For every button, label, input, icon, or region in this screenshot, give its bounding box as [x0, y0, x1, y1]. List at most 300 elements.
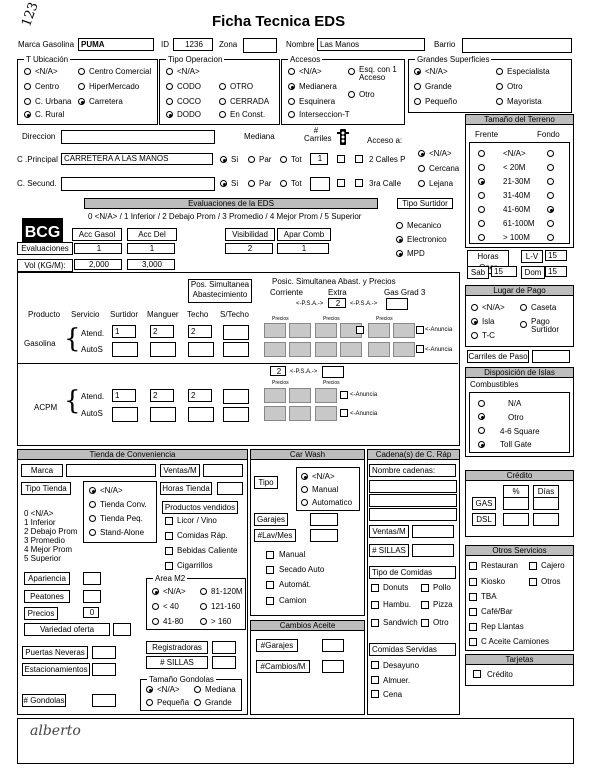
credito-pct-label: % [503, 485, 529, 498]
ubic-hiper-radio[interactable] [78, 83, 85, 90]
area-na-radio[interactable] [152, 588, 159, 595]
aceite-garajes-field[interactable] [322, 639, 344, 652]
eval-acc-del-field[interactable]: 1 [127, 243, 175, 254]
frente-r1[interactable] [478, 164, 485, 171]
gas-grad3-label: Gas Grad 3 [384, 288, 426, 297]
carwash-title: Car Wash [250, 449, 365, 460]
carriles-paso-field[interactable] [532, 350, 570, 363]
ubic-centro-radio[interactable] [24, 83, 31, 90]
cadena-sillas-label: # SILLAS [369, 544, 409, 557]
acpm-atend-manguer[interactable]: 2 [150, 389, 174, 402]
pago-isla-radio[interactable] [471, 318, 478, 325]
terreno-row-1: < 20M [503, 163, 526, 172]
credito-gas-dias[interactable] [533, 497, 559, 510]
marca-label: Marca Gasolina [18, 40, 75, 49]
acpm-autos-price-1[interactable] [264, 406, 286, 421]
cs-check-1[interactable] [337, 179, 345, 187]
gas-autos-surtidor[interactable] [112, 342, 138, 357]
acpm-atend-anuncia: <-Anuncia [350, 392, 378, 398]
sup-na-radio[interactable] [414, 68, 421, 75]
com-pizza-check[interactable] [421, 601, 429, 609]
acc-gasol-button[interactable]: Acc Gasol [72, 228, 122, 241]
area-81-radio[interactable] [200, 588, 207, 595]
acpm-autos-price-3[interactable] [315, 406, 337, 421]
otros-kiosko-label: Kiosko [481, 577, 506, 586]
sup-grande-radio[interactable] [414, 83, 421, 90]
apariencia-field[interactable] [83, 572, 101, 585]
cp-check-1[interactable] [337, 155, 345, 163]
otros-cafe-check[interactable] [469, 608, 477, 616]
terreno-row-2: 21-30M [503, 177, 531, 186]
gasolina-label: Gasolina [24, 339, 56, 348]
acc-na-radio[interactable] [288, 68, 295, 75]
credito-dsl-pct[interactable] [503, 513, 529, 526]
op-coco-radio[interactable] [166, 98, 173, 105]
fondo-r6[interactable] [547, 234, 554, 241]
com-donuts-check[interactable] [371, 584, 379, 592]
op-cerrada-label: CERRADA [230, 97, 270, 106]
ubic-cc-label: Centro Comercial [89, 67, 152, 76]
gond-mediana-radio[interactable] [194, 686, 201, 693]
sup-mayorista-radio[interactable] [496, 98, 503, 105]
pago-caseta-radio[interactable] [520, 304, 527, 311]
puertas-neveras-field[interactable] [92, 646, 116, 659]
cp-si-label: Si [231, 155, 239, 164]
vol-label: Vol (KG/M): [17, 259, 73, 272]
cp-tot-radio[interactable] [280, 156, 287, 163]
otros-kiosko-check[interactable] [469, 578, 477, 586]
gondolas-label: # Gondolas [23, 696, 65, 705]
frente-r5[interactable] [478, 220, 485, 227]
acc-esq1-radio[interactable] [348, 68, 355, 75]
frente-r4[interactable] [478, 206, 485, 213]
cadena-sillas-field[interactable] [412, 544, 454, 557]
op-na-radio[interactable] [166, 68, 173, 75]
credito-gas-pct[interactable] [503, 497, 529, 510]
cw-manual-radio[interactable] [301, 486, 308, 493]
acc-na-label: <N/A> [299, 67, 322, 76]
productos-vendidos-label: Productos vendidos [162, 501, 238, 514]
cw-garajes-field[interactable] [310, 513, 338, 526]
gas-atend-check-a[interactable] [356, 326, 364, 334]
ubic-na-label: <N/A> [35, 67, 58, 76]
ubic-carretera-radio[interactable] [78, 98, 85, 105]
vol-field-1[interactable]: 2,000 [74, 259, 122, 270]
lv-field[interactable]: 15 [545, 250, 567, 261]
gas-atend-price-3[interactable] [315, 323, 337, 338]
surtidor-header: Surtidor [110, 310, 139, 319]
gas-atend-price-1[interactable] [264, 323, 286, 338]
acc-a-lejana-radio[interactable] [418, 180, 425, 187]
horas-tienda-label: Horas Tienda [160, 482, 212, 495]
otros-aceite-check[interactable] [469, 638, 477, 646]
prod-bebidas-label: Bebidas Caliente [177, 546, 238, 555]
acpm-autos-manguer[interactable] [150, 407, 176, 422]
islas-na-radio[interactable] [478, 400, 485, 407]
otros-llantas-check[interactable] [469, 623, 477, 631]
gond-grande-radio[interactable] [194, 699, 201, 706]
frente-r3[interactable] [478, 192, 485, 199]
eval-acc-gasol-field[interactable]: 1 [74, 243, 122, 254]
eval-visibilidad-field[interactable]: 2 [225, 243, 273, 254]
otros-cajero-check[interactable] [529, 562, 537, 570]
acpm-autos-surtidor[interactable] [112, 407, 138, 422]
gas-autos-price-1[interactable] [264, 342, 286, 357]
vol-field-2[interactable]: 3,000 [127, 259, 175, 270]
acpm-autos-price-2[interactable] [289, 406, 311, 421]
apar-comb-button[interactable]: Apar Comb [277, 228, 331, 241]
com-sandwich-check[interactable] [371, 619, 379, 627]
op-otro-radio[interactable] [219, 83, 226, 90]
acpm-precios-1: Precios [272, 380, 289, 386]
dom-field[interactable]: 15 [545, 266, 567, 277]
serv-cena-check[interactable] [371, 690, 379, 698]
prod-bebidas-check[interactable] [165, 547, 173, 555]
cp-si-radio[interactable] [220, 156, 227, 163]
ubic-rural-radio[interactable] [24, 111, 31, 118]
cw-manual-label: Manual [312, 485, 339, 494]
tienda-ventas-field[interactable] [203, 464, 243, 477]
nombre-field[interactable]: Las Manos [317, 38, 425, 51]
acpm-precios-2: Precios [323, 380, 340, 386]
estacionamientos-field[interactable] [92, 663, 116, 676]
ubic-urbana-radio[interactable] [24, 98, 31, 105]
ubic-cc-radio[interactable] [78, 68, 85, 75]
cadena-nombre-2[interactable] [369, 494, 457, 507]
tienda-scale-3: 3 Promedio [24, 536, 65, 545]
cw-na-radio[interactable] [301, 473, 308, 480]
islas-otro-radio[interactable] [478, 413, 485, 420]
gas-atend-check-b[interactable] [416, 326, 424, 334]
gas-atend-price-6[interactable] [393, 323, 415, 338]
prod-licor-check[interactable] [165, 517, 173, 525]
acpm-atend-techo[interactable]: 2 [188, 389, 212, 402]
surt-mecanico-label: Mecanico [407, 221, 442, 230]
pago-surtidor-radio[interactable] [520, 321, 527, 328]
gas-autos-manguer[interactable] [150, 342, 176, 357]
acpm-atend-surtidor[interactable]: 1 [112, 389, 136, 402]
acc-otro-label: Otro [359, 90, 375, 99]
surt-electronico-radio[interactable] [396, 236, 403, 243]
credito-dsl-dias[interactable] [533, 513, 559, 526]
productos-divider [17, 363, 458, 364]
acpm-autos-stecho[interactable] [223, 407, 249, 422]
gas-atend-price-5[interactable] [368, 323, 390, 338]
sup-otro-radio[interactable] [496, 83, 503, 90]
pago-title: Lugar de Pago [465, 285, 574, 296]
area-41-radio[interactable] [152, 618, 159, 625]
acc-a-na-label: <N/A> [429, 149, 452, 158]
eval-apar-comb-field[interactable]: 1 [277, 243, 329, 254]
tienda-na-radio[interactable] [89, 487, 96, 494]
terreno-row-4: 41-60M [503, 205, 531, 214]
terreno-fondo-label: Fondo [537, 130, 560, 139]
dom-label: Dom [521, 266, 545, 279]
precios-field[interactable]: 0 [83, 607, 99, 618]
op-dodo-radio[interactable] [166, 111, 173, 118]
tienda-peq-radio[interactable] [89, 515, 96, 522]
otros-tba-check[interactable] [469, 593, 477, 601]
gas-atend-label: Atend. [81, 329, 105, 338]
cp-par-radio[interactable] [248, 156, 255, 163]
gas3-psa-field[interactable] [386, 298, 408, 310]
tienda-sillas-field[interactable] [212, 656, 236, 669]
fondo-r5[interactable] [547, 220, 554, 227]
aceite-garajes-label: #Garajes [256, 639, 298, 652]
puertas-neveras-label: Puertas Neveras [22, 646, 88, 659]
csecund-field[interactable] [61, 177, 215, 191]
acpm-atend-stecho[interactable] [223, 389, 249, 404]
tienda-sillas-label: # SILLAS [146, 656, 208, 669]
calles2-label: 2 Calles P [369, 155, 406, 164]
aceite-cambios-field[interactable] [322, 660, 344, 673]
frente-r0[interactable] [478, 150, 485, 157]
com-hambu-check[interactable] [371, 601, 379, 609]
aceite-title: Cambios Aceite [250, 620, 365, 631]
peatones-field[interactable] [83, 590, 101, 603]
area-121-radio[interactable] [200, 603, 207, 610]
acpm-atend-price-1[interactable] [264, 388, 286, 403]
zona-label: Zona [219, 40, 238, 49]
pago-tc-radio[interactable] [471, 332, 478, 339]
acpm-psa-label: <-P.S.A.-> [290, 369, 318, 375]
techo-header: Techo [187, 310, 209, 319]
gond-na-label: <N/A> [157, 685, 180, 694]
otros-otros-check[interactable] [529, 578, 537, 586]
horas-tienda-field[interactable] [217, 482, 243, 495]
ubicacion-label: T Ubicación [26, 55, 69, 64]
gond-pequena-radio[interactable] [146, 699, 153, 706]
sup-pequeno-radio[interactable] [414, 98, 421, 105]
cs-si-label: Si [231, 179, 239, 188]
serv-almuer-label: Almuer. [383, 676, 411, 685]
credito-dias-label: Días [533, 485, 559, 498]
acc-medianera-radio[interactable] [288, 83, 295, 90]
acc-otro-radio[interactable] [348, 91, 355, 98]
serv-almuer-check[interactable] [371, 676, 379, 684]
handwritten-signature: alberto [30, 723, 81, 739]
terreno-row-0: <N/A> [503, 149, 526, 158]
op-cerrada-radio[interactable] [219, 98, 226, 105]
acpm-atend-label: Atend. [81, 392, 105, 401]
cs-carriles-field[interactable] [310, 177, 330, 191]
cw-na-label: <N/A> [312, 472, 335, 481]
gas-atend-stecho[interactable] [223, 325, 249, 340]
ubic-hiper-label: HiperMercado [89, 82, 140, 91]
credito-gas-label: GAS [472, 497, 496, 510]
acpm-psa-field-2[interactable] [322, 366, 344, 378]
prod-cigarrillos-check[interactable] [165, 562, 173, 570]
cp-carriles-field[interactable]: 1 [310, 153, 328, 165]
acc-a-cercana-radio[interactable] [418, 165, 425, 172]
area-160-label: > 160 [211, 617, 232, 626]
csecund-label: C. Secund. [17, 179, 57, 188]
fondo-r4[interactable] [547, 206, 554, 213]
tarjetas-credito-label: Crédito [487, 670, 513, 679]
area-121-label: 121-160 [211, 602, 241, 611]
acc-a-na-radio[interactable] [418, 150, 425, 157]
tienda-scale-5: 5 Superior [24, 554, 61, 563]
otros-cafe-label: Café/Bar [481, 607, 513, 616]
islas-tollgate-radio[interactable] [478, 441, 485, 448]
cw-automat-check[interactable] [266, 581, 274, 589]
frente-r2[interactable] [478, 178, 485, 185]
gas-atend-manguer[interactable]: 2 [150, 325, 174, 338]
com-otro-label: Otro [433, 618, 449, 627]
cw-auto-radio[interactable] [301, 499, 308, 506]
serv-desayuno-check[interactable] [371, 661, 379, 669]
tienda-standalone-label: Stand-Alone [100, 528, 145, 537]
gas-atend-price-2[interactable] [289, 323, 311, 338]
cs-check-2[interactable] [355, 179, 363, 187]
tam-gondolas-label: Tamaño Gondolas [149, 675, 214, 684]
tienda-conv-radio[interactable] [89, 501, 96, 508]
gondolas-field[interactable] [92, 694, 116, 707]
op-codo-label: CODO [177, 82, 201, 91]
cadena-nombre-1[interactable] [369, 480, 457, 493]
gond-grande-label: Grande [205, 698, 232, 707]
notes-box[interactable] [17, 718, 574, 764]
tienda-marca-field[interactable] [66, 464, 156, 477]
pago-na-radio[interactable] [471, 304, 478, 311]
apariencia-label: Apariencia [24, 572, 70, 585]
gas-atend-techo[interactable]: 2 [188, 325, 212, 338]
fondo-r1[interactable] [547, 164, 554, 171]
id-field[interactable]: 1236 [173, 38, 213, 51]
variedad-field[interactable] [113, 623, 131, 636]
nombre-label: Nombre [286, 40, 315, 49]
terreno-frente-label: Frente [475, 130, 499, 139]
com-pollo-check[interactable] [421, 584, 429, 592]
otros-aceite-label: C Aceite Camiones [481, 637, 550, 646]
op-codo-radio[interactable] [166, 83, 173, 90]
op-na-label: <N/A> [177, 67, 200, 76]
tienda-scale-2: 2 Debajo Prom [24, 527, 78, 536]
acc-del-button[interactable]: Acc Del [127, 228, 177, 241]
gas-atend-surtidor[interactable]: 1 [112, 325, 136, 338]
psa-label-2: <-P.S.A.-> [350, 301, 378, 307]
acc-medianera-label: Medianera [299, 82, 337, 91]
sab-field[interactable]: 15 [491, 266, 517, 277]
surt-electronico-label: Electronico [407, 235, 447, 244]
com-otro-check[interactable] [421, 619, 429, 627]
barrio-field[interactable] [462, 38, 572, 53]
cs-par-radio[interactable] [248, 180, 255, 187]
op-dodo-label: DODO [177, 110, 201, 119]
fondo-r2[interactable] [547, 178, 554, 185]
tienda-scale-1: 1 Inferior [24, 518, 56, 527]
marca-field[interactable]: PUMA [78, 38, 154, 51]
gas-autos-techo[interactable] [188, 342, 214, 357]
gas-autos-price-6[interactable] [393, 342, 415, 357]
cadena-nombre-3[interactable] [369, 508, 457, 521]
psa-label-1: <-P.S.A.-> [296, 301, 324, 307]
gas-autos-price-2[interactable] [289, 342, 311, 357]
islas-square-radio[interactable] [478, 427, 485, 434]
terreno-title: Tamaño del Terreno [465, 114, 574, 125]
cp-check-2[interactable] [355, 155, 363, 163]
acpm-psa-field[interactable]: 2 [270, 366, 286, 376]
cs-par-label: Par [259, 179, 272, 188]
cprincipal-field[interactable]: CARRETERA A LAS MANOS [61, 153, 213, 165]
acc-esquinera-label: Esquinera [299, 97, 336, 106]
gas-autos-price-4[interactable] [340, 342, 362, 357]
gas-autos-stecho[interactable] [223, 342, 249, 357]
com-sandwich-label: Sandwich [383, 618, 418, 627]
surt-mpd-radio[interactable] [396, 250, 403, 257]
cs-tot-radio[interactable] [280, 180, 287, 187]
cadena-nombres-label: Nombre cadenas: [369, 464, 456, 477]
cw-camion-check[interactable] [266, 597, 274, 605]
cw-lav-field[interactable] [310, 529, 338, 542]
gas-autos-price-5[interactable] [368, 342, 390, 357]
acc-interseccion-radio[interactable] [288, 111, 295, 118]
cw-secado-check[interactable] [266, 566, 274, 574]
gas-autos-price-3[interactable] [315, 342, 337, 357]
direccion-field[interactable] [61, 130, 215, 144]
acpm-atend-price-2[interactable] [289, 388, 311, 403]
prod-comidas-check[interactable] [165, 532, 173, 540]
evaluaciones-row-label: Evaluaciones [17, 242, 73, 255]
sup-especialista-radio[interactable] [496, 68, 503, 75]
evaluaciones-title: Evaluaciones de la EDS [84, 198, 378, 209]
acpm-autos-check[interactable] [340, 409, 348, 417]
otros-restauran-check[interactable] [469, 562, 477, 570]
fondo-r3[interactable] [547, 192, 554, 199]
acpm-atend-price-3[interactable] [315, 388, 337, 403]
tienda-na-label: <N/A> [100, 486, 123, 495]
gas-autos-check[interactable] [416, 345, 424, 353]
traffic-light-icon [336, 128, 350, 150]
zona-field[interactable] [243, 38, 277, 53]
registradoras-field[interactable] [212, 641, 236, 654]
ubic-na-radio[interactable] [24, 68, 31, 75]
ubic-rural-label: C. Rural [35, 110, 65, 119]
op-const-radio[interactable] [219, 111, 226, 118]
pago-isla-label: Isla [482, 317, 495, 326]
cs-si-radio[interactable] [220, 180, 227, 187]
area-160-radio[interactable] [200, 618, 207, 625]
acc-esquinera-radio[interactable] [288, 98, 295, 105]
acpm-autos-techo[interactable] [188, 407, 214, 422]
com-hambu-label: Hambu. [383, 600, 412, 609]
acpm-atend-check[interactable] [340, 391, 348, 399]
extra-psa-field[interactable]: 2 [328, 298, 346, 308]
visibilidad-button[interactable]: Visibilidad [225, 228, 275, 241]
tarjetas-credito-check[interactable] [473, 670, 481, 678]
cadena-ventas-field[interactable] [412, 525, 454, 538]
carriles-label: # Carriles [304, 126, 332, 143]
tienda-scale-0: 0 <N/A> [24, 509, 54, 518]
cw-manual-check[interactable] [266, 551, 274, 559]
acc-a-cercana-label: Cercana [429, 164, 460, 173]
ubic-centro-label: Centro [35, 82, 60, 91]
surtidor-title: Tipo Surtidor [397, 198, 453, 209]
tienda-standalone-radio[interactable] [89, 529, 96, 536]
servicio-header: Servicio [71, 310, 100, 319]
cw-automat-label: Automát. [279, 580, 312, 589]
fondo-r0[interactable] [547, 150, 554, 157]
tienda-conv-label: Tienda Conv. [100, 500, 147, 509]
surt-mecanico-radio[interactable] [396, 222, 403, 229]
pos-simultanea-button[interactable]: Pos. Simultanea Abastecimiento [188, 279, 252, 303]
frente-r6[interactable] [478, 234, 485, 241]
otros-title: Otros Servicios [465, 545, 574, 556]
acpm-label: ACPM [34, 403, 58, 412]
gond-na-radio[interactable] [146, 686, 153, 693]
extra-label: Extra [328, 288, 347, 297]
area-40-radio[interactable] [152, 603, 159, 610]
